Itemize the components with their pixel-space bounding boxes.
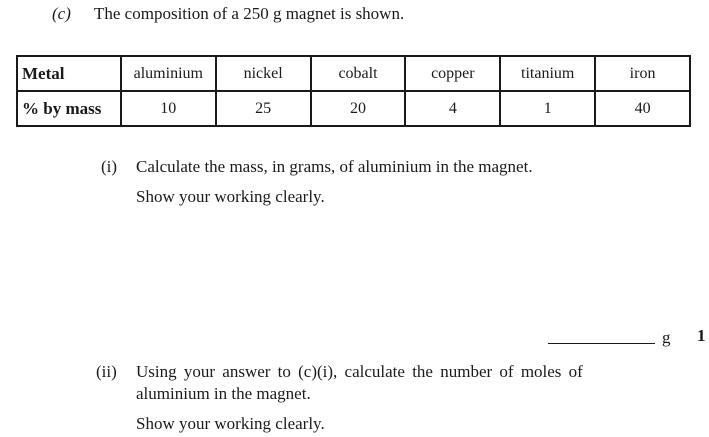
table-cell-percent: 20 xyxy=(311,91,406,126)
table-cell-percent: 4 xyxy=(405,91,500,126)
table-cell-metal: aluminium xyxy=(121,56,216,91)
table-cell-metal: iron xyxy=(595,56,690,91)
marks-value: 1 xyxy=(697,326,706,345)
answer-line[interactable] xyxy=(548,343,655,344)
table-cell-percent: 25 xyxy=(216,91,311,126)
table-cell-metal: nickel xyxy=(216,56,311,91)
mass-header-cell: % by mass xyxy=(17,91,121,126)
table-cell-metal: titanium xyxy=(500,56,595,91)
composition-table xyxy=(16,55,691,127)
table-cell-metal: copper xyxy=(405,56,500,91)
question-i-instruction: Show your working clearly. xyxy=(136,187,325,206)
table-cell-percent: 1 xyxy=(500,91,595,126)
table-cell-metal: cobalt xyxy=(311,56,406,91)
answer-unit: g xyxy=(662,328,671,347)
metal-header-cell: Metal xyxy=(17,56,121,91)
table-cell-percent: 40 xyxy=(595,91,690,126)
question-i-text: Calculate the mass, in grams, of aluminium in the magnet. xyxy=(136,157,533,176)
part-label: (c) xyxy=(52,4,71,23)
intro-text: The composition of a 250 g magnet is shown. xyxy=(94,4,405,23)
question-ii-instruction: Show your working clearly. xyxy=(136,414,325,433)
question-i-number: (i) xyxy=(101,157,118,176)
question-ii-text-line2: aluminium in the magnet. xyxy=(136,384,311,403)
table-row xyxy=(17,91,690,126)
question-ii-number: (ii) xyxy=(96,362,117,381)
table-header-row xyxy=(17,56,690,91)
table-cell-percent: 10 xyxy=(121,91,216,126)
question-ii-text-line1: Using your answer to (c)(i), calculate the number of moles of xyxy=(136,362,583,381)
